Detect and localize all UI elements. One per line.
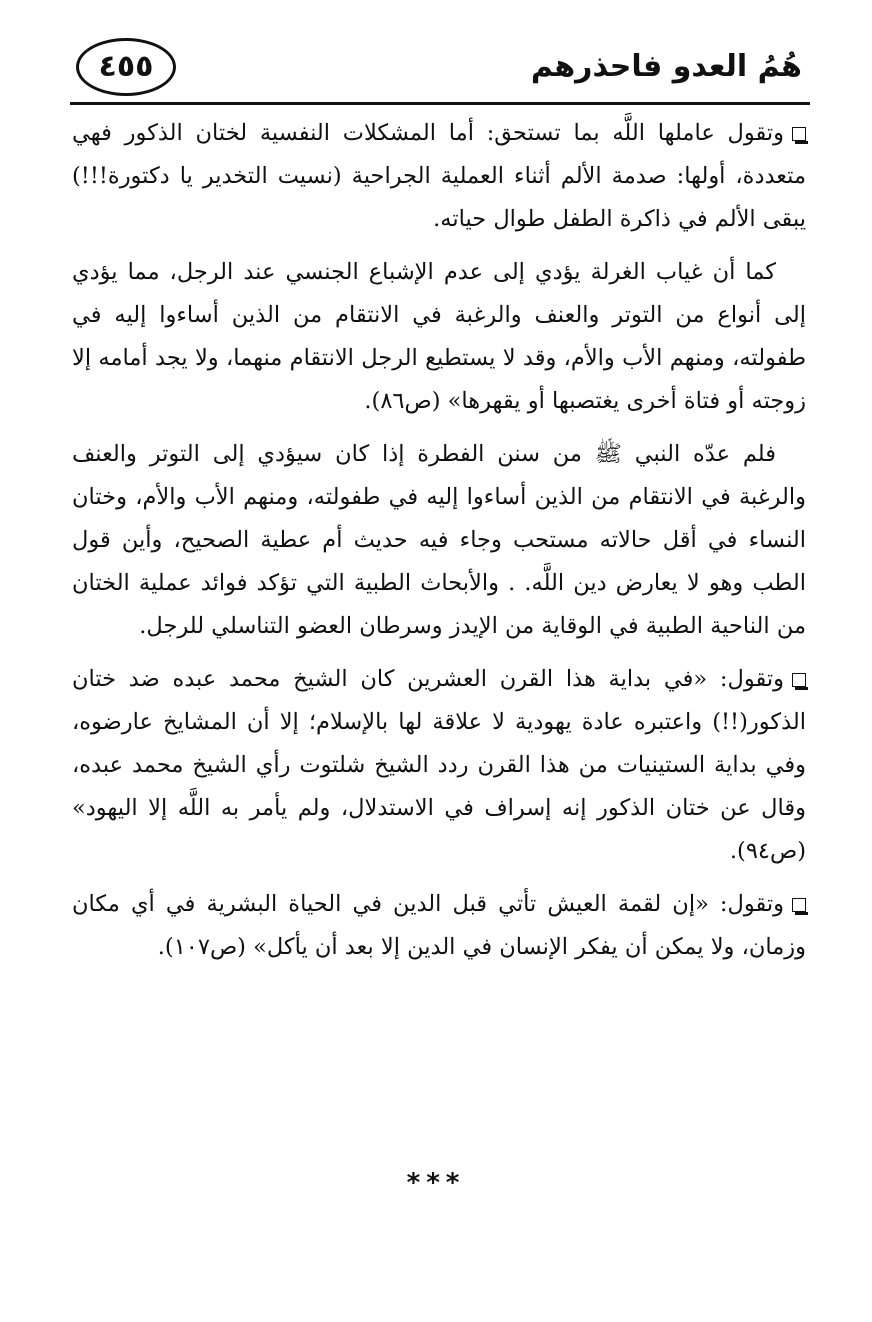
page-body bbox=[72, 112, 806, 969]
section-separator: *** bbox=[406, 1168, 466, 1198]
paragraph-text: وتقول: «في بداية هذا القرن العشرين كان الشيخ محمد عبده ضد ختان الذكور(!!) واعتبره عادة يهودية لا علاقة لها بالإسلام؛ إلا أن المشايخ عارضوه، وفي بداية الستينيات من هذا القرن ردد الشيخ شلتوت رأي الشيخ محمد عبده، وقال عن ختان الذكور إنه إسراف في الاستدلال، ولم يأمر به اللَّه إلا اليهود» (ص٩٤). bbox=[72, 666, 806, 864]
paragraph-text: وتقول: «إن لقمة العيش تأتي قبل الدين في الحياة البشرية في أي مكان وزمان، ولا يمكن أن يفكر الإنسان في الدين إلا بعد أن يأكل» (ص١٠٧). bbox=[72, 891, 806, 960]
square-bullet-icon bbox=[792, 898, 806, 912]
page-number: ٤٥٥ bbox=[98, 49, 154, 84]
paragraph-3 bbox=[72, 433, 806, 648]
header-rule bbox=[70, 102, 810, 105]
paragraph-text: كما أن غياب الغرلة يؤدي إلى عدم الإشباع الجنسي عند الرجل، مما يؤدي إلى أنواع من التوتر والعنف والرغبة في الانتقام من الذين أساءوا إليه في طفولته، ومنهم الأب والأم، وقد لا يستطيع الرجل الانتقام منهما، ولا يجد أمامه إلا زوجته أو فتاة أخرى يغتصبها أو يقهرها» (ص٨٦). bbox=[72, 259, 806, 414]
paragraph-1 bbox=[72, 112, 806, 241]
paragraph-5 bbox=[72, 883, 806, 969]
square-bullet-icon bbox=[792, 127, 806, 141]
paragraph-2 bbox=[72, 251, 806, 423]
page-number-badge bbox=[76, 38, 176, 96]
paragraph-text: وتقول عاملها اللَّه بما تستحق: أما المشكلات النفسية لختان الذكور فهي متعددة، أولها: صدمة الألم أثناء العملية الجراحية (نسيت التخدير يا دكتورة!!!) يبقى الألم في ذاكرة الطفل طوال حياته. bbox=[72, 120, 806, 232]
paragraph-4 bbox=[72, 658, 806, 873]
paragraph-text: فلم عدّه النبي ﷺ من سنن الفطرة إذا كان سيؤدي إلى التوتر والعنف والرغبة في الانتقام من الذين أساءوا إليه في طفولته، ومنهم الأب والأم، وختان النساء في أقل حالاته مستحب وجاء فيه حديث أم عطية الصحيح، وأين قول الطب وهو لا يعارض دين اللَّه. . والأبحاث الطبية التي تؤكد فوائد عملية الختان من الناحية الطبية في الوقاية من الإيدز وسرطان العضو التناسلي للرجل. bbox=[72, 441, 806, 639]
square-bullet-icon bbox=[792, 673, 806, 687]
page-header bbox=[70, 34, 810, 100]
running-title: هُمُ العدو فاحذرهم bbox=[530, 49, 802, 84]
